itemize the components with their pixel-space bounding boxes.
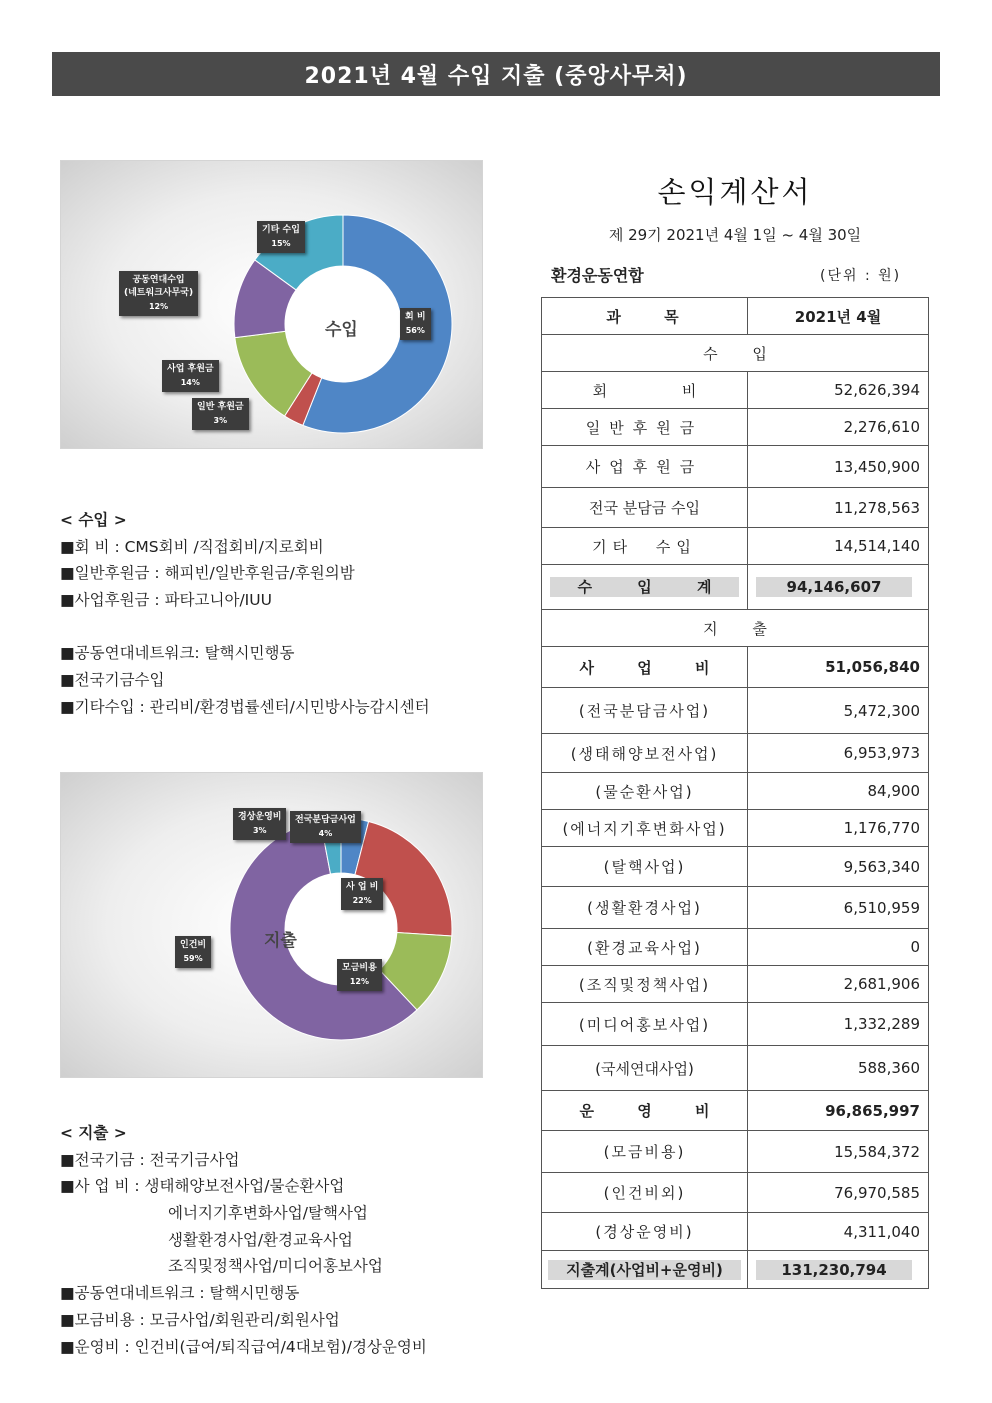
expense-section-title: 지 출: [542, 610, 929, 647]
expense-donut-chart: [60, 772, 483, 1078]
row-subject: (에너지기후변화사업): [542, 810, 748, 847]
row-subject: 전국 분담금 수입: [542, 488, 748, 528]
row-subject: (미디어홍보사업): [542, 1003, 748, 1046]
expense-section-row: [542, 610, 929, 647]
label-name: 공동연대수입: [132, 275, 185, 285]
income-statement-table: [541, 297, 929, 1289]
table-row: [542, 929, 929, 966]
row-amount: 51,056,840: [748, 647, 929, 688]
label-name: 모금비용: [342, 963, 377, 973]
label-pct: 3%: [252, 826, 267, 835]
expense-note-line: ■운영비 : 인건비(급여/퇴직급여/4대보험)/경상운영비: [60, 1337, 427, 1356]
table-row: [542, 773, 929, 810]
table-row: [542, 1003, 929, 1046]
table-row: [542, 446, 929, 488]
row-amount: 15,584,372: [748, 1131, 929, 1173]
label-pct: 3%: [213, 416, 228, 425]
row-amount: 6,953,973: [748, 734, 929, 773]
row-amount: 9,563,340: [748, 847, 929, 887]
table-row: [542, 1173, 929, 1213]
expense-label-operating: [233, 808, 286, 840]
row-subject: 기타 수입: [542, 528, 748, 565]
expense-label-fundraising: [337, 959, 382, 991]
label-pct: 12%: [349, 977, 369, 986]
label-pct: 22%: [352, 896, 372, 905]
row-amount: 52,626,394: [748, 372, 929, 409]
label-name: 사 업 비: [346, 882, 379, 892]
label-name: 인건비: [180, 940, 207, 950]
table-row: [542, 488, 929, 528]
income-label-etc: [257, 221, 305, 253]
row-amount: 84,900: [748, 773, 929, 810]
expense-total-row: [542, 1251, 929, 1289]
expense-total-amount: 131,230,794: [756, 1260, 912, 1280]
table-row: [542, 528, 929, 565]
row-subject: 회 비: [542, 372, 748, 409]
label-name: 전국분담금사업: [295, 815, 356, 825]
income-section-title: 수 입: [542, 335, 929, 372]
expense-notes-heading: < 지출 >: [60, 1124, 127, 1142]
income-note-line: ■전국기금수입: [60, 671, 165, 690]
statement-period: 제 29기 2021년 4월 1일 ~ 4월 30일: [608, 226, 862, 244]
row-amount: 2,276,610: [748, 409, 929, 446]
label-name: 경상운영비: [238, 812, 282, 822]
table-row: [542, 1213, 929, 1251]
row-subject: (조직및정책사업): [542, 966, 748, 1003]
row-subject: 사업후원금: [542, 446, 748, 488]
row-amount: 6,510,959: [748, 887, 929, 929]
table-row: [542, 1131, 929, 1173]
row-amount: 1,176,770: [748, 810, 929, 847]
row-amount: 11,278,563: [748, 488, 929, 528]
row-amount: 0: [748, 929, 929, 966]
table-row: [542, 409, 929, 446]
income-label-project-donation: [162, 360, 219, 392]
table-row: [542, 810, 929, 847]
row-subject: (전국분담금사업): [542, 688, 748, 734]
statement-unit: (단위 : 원): [820, 268, 902, 284]
expense-note-line: ■공동연대네트워크 : 탈핵시민행동: [60, 1284, 300, 1303]
label-pct: 4%: [318, 829, 333, 838]
income-total-row: [542, 565, 929, 610]
header-period: 2021년 4월: [748, 298, 929, 335]
income-note-line: ■일반후원금 : 해피빈/일반후원금/후원의밤: [60, 564, 355, 583]
statement-title: 손익계산서: [657, 175, 813, 209]
business-expense-row: [542, 647, 929, 688]
row-amount: 14,514,140: [748, 528, 929, 565]
row-subject: (모금비용): [542, 1131, 748, 1173]
row-subject: (생태해양보전사업): [542, 734, 748, 773]
income-total-amount: 94,146,607: [756, 577, 912, 597]
row-subject: (물순환사업): [542, 773, 748, 810]
row-subject: (환경교육사업): [542, 929, 748, 966]
expense-label-business: [341, 878, 383, 910]
row-amount: 1,332,289: [748, 1003, 929, 1046]
expense-chart-center-title: 지출: [264, 931, 297, 951]
label-name: 사업 후원금: [167, 364, 214, 374]
row-subject: 일반후원금: [542, 409, 748, 446]
table-row: [542, 847, 929, 887]
table-row: [542, 688, 929, 734]
income-note-line: ■공동연대네트워크: 탈핵시민행동: [60, 644, 295, 663]
label-pct: 12%: [148, 302, 169, 311]
row-subject: (인건비외): [542, 1173, 748, 1213]
income-donut-chart: [60, 160, 483, 449]
page-banner: [52, 52, 940, 96]
row-subject: (국세연대사업): [542, 1046, 748, 1091]
table-row: [542, 887, 929, 929]
expense-label-labor: [175, 936, 211, 968]
row-amount: 588,360: [748, 1046, 929, 1091]
expense-label-national-share: [290, 811, 361, 843]
expense-note-line: ■사 업 비 : 생태해양보전사업/물순환사업: [60, 1177, 345, 1196]
operating-expense-row: [542, 1091, 929, 1131]
label-pct: 56%: [405, 326, 425, 335]
row-subject: (경상운영비): [542, 1213, 748, 1251]
income-total-label: 수 입 계: [550, 577, 739, 597]
row-amount: 4,311,040: [748, 1213, 929, 1251]
income-note-line: ■사업후원금 : 파타고니아/IUU: [60, 591, 272, 610]
banner-title: 2021년 4월 수입 지출 (중앙사무처): [304, 63, 688, 89]
row-amount: 76,970,585: [748, 1173, 929, 1213]
row-amount: 2,681,906: [748, 966, 929, 1003]
row-amount: 5,472,300: [748, 688, 929, 734]
income-notes: [60, 507, 430, 721]
statement-organization: 환경운동연합: [551, 266, 644, 285]
label-pct: 15%: [271, 239, 291, 248]
row-subject: (탈핵사업): [542, 847, 748, 887]
expense-total-label: 지출계(사업비+운영비): [548, 1260, 741, 1280]
income-label-solidarity: [119, 271, 198, 316]
label-name: 기타 수입: [262, 225, 300, 235]
income-note-line: ■기타수입 : 관리비/환경법률센터/시민방사능감시센터: [60, 697, 430, 716]
income-notes-heading: < 수입 >: [60, 511, 127, 529]
row-subject: 사 업 비: [542, 647, 748, 688]
row-subject: 운 영 비: [542, 1091, 748, 1131]
income-section-row: [542, 335, 929, 372]
row-subject: (생활환경사업): [542, 887, 748, 929]
row-amount: 13,450,900: [748, 446, 929, 488]
label-name: 회 비: [405, 312, 426, 322]
label-name: 일반 후원금: [197, 402, 244, 412]
label-name-2: (네트워크사무국): [124, 288, 194, 298]
income-label-general-donation: [192, 398, 249, 430]
table-row: [542, 1046, 929, 1091]
expense-note-line: 생활환경사업/환경교육사업: [168, 1230, 353, 1249]
income-label-membership: [400, 308, 431, 340]
expense-note-line: ■전국기금 : 전국기금사업: [60, 1150, 240, 1169]
table-row: [542, 372, 929, 409]
table-row: [542, 966, 929, 1003]
expense-notes: [60, 1120, 427, 1360]
expense-note-line: 에너지기후변화사업/탈핵사업: [168, 1204, 368, 1223]
table-row: [542, 734, 929, 773]
row-amount: 96,865,997: [748, 1091, 929, 1131]
table-header-row: [542, 298, 929, 335]
spacer: [60, 614, 430, 641]
expense-note-line: 조직및정책사업/미디어홍보사업: [168, 1257, 383, 1276]
income-note-line: ■회 비 : CMS회비 /직접회비/지로회비: [60, 537, 324, 556]
label-pct: 59%: [183, 954, 203, 963]
label-pct: 14%: [180, 378, 200, 387]
header-subject: 과 목: [542, 298, 748, 335]
expense-note-line: ■모금비용 : 모금사업/회원관리/회원사업: [60, 1310, 340, 1329]
income-chart-center-title: 수입: [325, 320, 358, 340]
